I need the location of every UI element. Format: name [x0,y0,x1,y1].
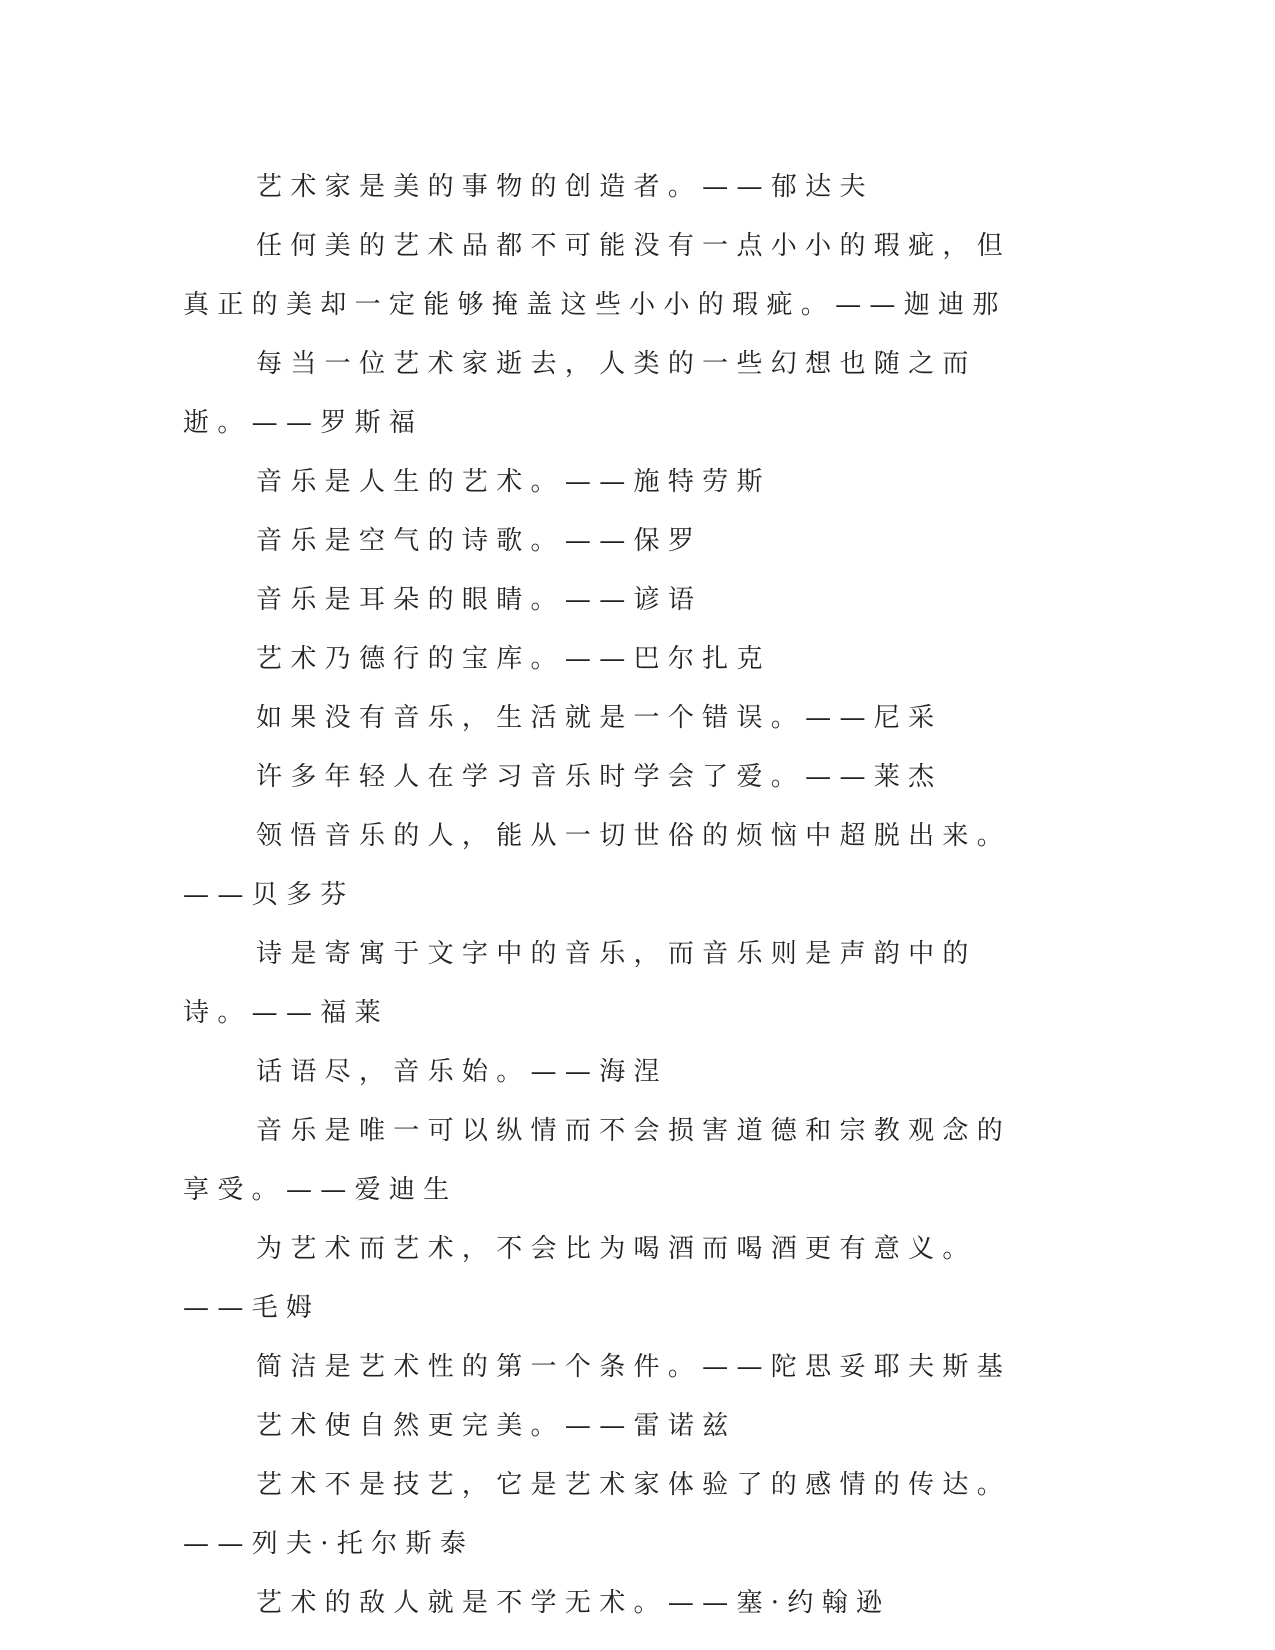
quote-list [183,158,1043,1633]
quote-paragraph: 许多年轻人在学习音乐时学会了爱。——莱杰 [256,762,943,792]
quote-paragraph: 简洁是艺术性的第一个条件。——陀思妥耶夫斯基 [256,1352,1012,1382]
quote-paragraph: 音乐是耳朵的眼睛。——谚语 [256,585,703,615]
quote-paragraph: 领悟音乐的人，能从一切世俗的烦恼中超脱出来。——贝多芬 [183,821,1012,910]
quote-paragraph: 艺术乃德行的宝库。——巴尔扎克 [256,644,771,674]
quote-paragraph: 音乐是人生的艺术。——施特劳斯 [256,467,771,497]
quote-paragraph: 任何美的艺术品都不可能没有一点小小的瑕疵，但真正的美却一定能够掩盖这些小小的瑕疵。——迦迪那 [183,231,1012,320]
quote-paragraph: 艺术家是美的事物的创造者。——郁达夫 [256,172,874,202]
quote-paragraph: 诗是寄寓于文字中的音乐，而音乐则是声韵中的诗。——福莱 [183,939,977,1028]
quote-paragraph: 音乐是唯一可以纵情而不会损害道德和宗教观念的享受。——爱迪生 [183,1116,1012,1205]
quote-paragraph: 音乐是空气的诗歌。——保罗 [256,526,703,556]
quote-paragraph: 艺术使自然更完美。——雷诺兹 [256,1411,737,1441]
quote-paragraph: 每当一位艺术家逝去，人类的一些幻想也随之而逝。——罗斯福 [183,349,977,438]
quote-paragraph: 为艺术而艺术，不会比为喝酒而喝酒更有意义。——毛姆 [183,1234,977,1323]
quote-paragraph: 艺术不是技艺，它是艺术家体验了的感情的传达。——列夫·托尔斯泰 [183,1470,1012,1559]
quote-paragraph: 如果没有音乐，生活就是一个错误。——尼采 [256,703,943,733]
quote-paragraph: 话语尽，音乐始。——海涅 [256,1057,668,1087]
quote-paragraph: 艺术的敌人就是不学无术。——塞·约翰逊 [256,1588,891,1618]
